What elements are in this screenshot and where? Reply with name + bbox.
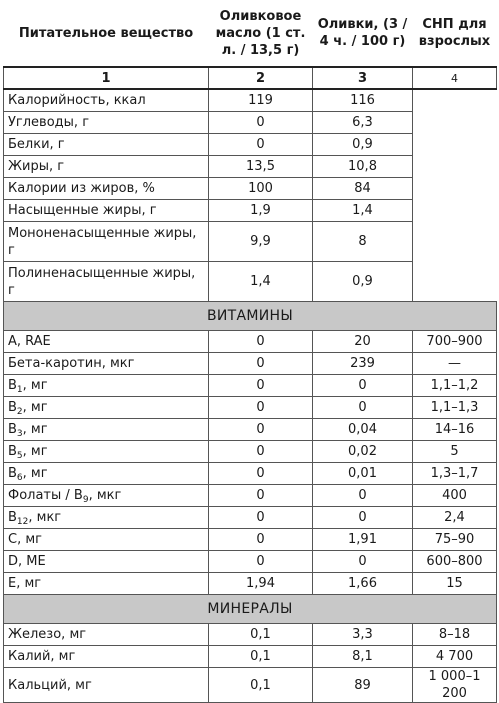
olive-oil-value: 0 bbox=[209, 375, 313, 397]
olive-oil-value: 0 bbox=[209, 551, 313, 573]
table-row bbox=[4, 375, 497, 397]
olive-oil-value: 9,9 bbox=[209, 222, 313, 262]
column-number: 3 bbox=[313, 67, 413, 89]
column-number-row bbox=[4, 67, 497, 89]
olives-value: 3,3 bbox=[313, 624, 413, 646]
header-row bbox=[4, 0, 497, 67]
olives-value: 20 bbox=[313, 331, 413, 353]
rda-value: 400 bbox=[413, 485, 497, 507]
table-row bbox=[4, 507, 497, 529]
rda-value: 1 000–1 200 bbox=[413, 668, 497, 703]
vitamin-label: А, RAE bbox=[8, 334, 51, 349]
olives-value: 0 bbox=[313, 507, 413, 529]
olive-oil-value: 0 bbox=[209, 419, 313, 441]
section-title-minerals: МИНЕРАЛЫ bbox=[4, 595, 497, 624]
olives-value: 0,02 bbox=[313, 441, 413, 463]
header-olives: Оливки, (3 / 4 ч. / 100 г) bbox=[313, 0, 413, 67]
header-rda: СНП для взрослых bbox=[413, 0, 497, 67]
table-row bbox=[4, 551, 497, 573]
table-row bbox=[4, 463, 497, 485]
vitamin-label: B bbox=[8, 378, 17, 393]
olives-value: 0 bbox=[313, 397, 413, 419]
column-number: 1 bbox=[4, 67, 209, 89]
olives-value: 239 bbox=[313, 353, 413, 375]
rda-empty-cell bbox=[413, 89, 497, 302]
vitamin-label: B bbox=[8, 444, 17, 459]
olive-oil-value: 0 bbox=[209, 397, 313, 419]
vitamin-label: B bbox=[8, 422, 17, 437]
olive-oil-value: 0,1 bbox=[209, 668, 313, 703]
olives-value: 8 bbox=[313, 222, 413, 262]
nutrient-name: Насыщенные жиры, г bbox=[4, 200, 209, 222]
nutrient-name: Мононенасыщенные жиры, г bbox=[4, 222, 209, 262]
olive-oil-value: 0 bbox=[209, 331, 313, 353]
rda-value: 4 700 bbox=[413, 646, 497, 668]
olive-oil-value: 0 bbox=[209, 134, 313, 156]
olives-value: 0 bbox=[313, 485, 413, 507]
olives-value: 0,01 bbox=[313, 463, 413, 485]
header-olive-oil: Оливковое масло (1 ст. л. / 13,5 г) bbox=[209, 0, 313, 67]
table-row bbox=[4, 419, 497, 441]
vitamin-unit: , мг bbox=[22, 378, 48, 393]
vitamin-subscript: 12 bbox=[16, 517, 29, 527]
minerals-body bbox=[4, 624, 497, 703]
vitamin-name bbox=[4, 353, 209, 375]
olives-value: 1,66 bbox=[313, 573, 413, 595]
table-row bbox=[4, 646, 497, 668]
table-row bbox=[4, 331, 497, 353]
rda-value: 1,3–1,7 bbox=[413, 463, 497, 485]
mineral-name: Калий, мг bbox=[4, 646, 209, 668]
vitamins-section bbox=[4, 302, 497, 331]
olive-oil-value: 0,1 bbox=[209, 646, 313, 668]
table-row bbox=[4, 353, 497, 375]
vitamin-label: Бета-каротин, мкг bbox=[8, 356, 135, 371]
rda-value: 8–18 bbox=[413, 624, 497, 646]
vitamin-unit: , мг bbox=[22, 444, 48, 459]
nutrient-name: Полиненасыщенные жиры, г bbox=[4, 262, 209, 302]
nutrient-name: Калорийность, ккал bbox=[4, 89, 209, 112]
vitamin-subscript: 1 bbox=[16, 385, 23, 395]
olive-oil-value: 0 bbox=[209, 353, 313, 375]
olive-oil-value: 119 bbox=[209, 89, 313, 112]
olive-oil-value: 1,4 bbox=[209, 262, 313, 302]
vitamin-name bbox=[4, 331, 209, 353]
vitamin-name bbox=[4, 419, 209, 441]
olives-value: 89 bbox=[313, 668, 413, 703]
vitamin-unit: , мг bbox=[22, 466, 48, 481]
table-row bbox=[4, 485, 497, 507]
vitamin-subscript: 5 bbox=[16, 451, 23, 461]
olives-value: 6,3 bbox=[313, 112, 413, 134]
table-header bbox=[4, 0, 497, 89]
table-row bbox=[4, 529, 497, 551]
column-number: 4 bbox=[413, 67, 497, 89]
rda-value: 1,1–1,3 bbox=[413, 397, 497, 419]
vitamin-name bbox=[4, 397, 209, 419]
basic-nutrients-body bbox=[4, 89, 497, 302]
vitamin-subscript: 3 bbox=[16, 429, 23, 439]
mineral-name: Кальций, мг bbox=[4, 668, 209, 703]
olive-oil-value: 0 bbox=[209, 441, 313, 463]
nutrient-name: Белки, г bbox=[4, 134, 209, 156]
vitamin-name bbox=[4, 375, 209, 397]
minerals-section bbox=[4, 595, 497, 624]
vitamin-name bbox=[4, 573, 209, 595]
vitamin-name bbox=[4, 463, 209, 485]
nutrition-table-container bbox=[3, 0, 496, 703]
nutrient-name: Углеводы, г bbox=[4, 112, 209, 134]
table-row bbox=[4, 89, 497, 112]
rda-value: 14–16 bbox=[413, 419, 497, 441]
mineral-name: Железо, мг bbox=[4, 624, 209, 646]
vitamin-name bbox=[4, 529, 209, 551]
column-number: 2 bbox=[209, 67, 313, 89]
olive-oil-value: 0 bbox=[209, 507, 313, 529]
vitamin-label: C, мг bbox=[8, 532, 42, 547]
olive-oil-value: 13,5 bbox=[209, 156, 313, 178]
vitamin-label: B bbox=[8, 510, 17, 525]
table-row bbox=[4, 573, 497, 595]
olives-value: 1,4 bbox=[313, 200, 413, 222]
rda-value: 15 bbox=[413, 573, 497, 595]
vitamins-body bbox=[4, 331, 497, 595]
rda-value: 700–900 bbox=[413, 331, 497, 353]
vitamin-unit: , мкг bbox=[88, 488, 122, 503]
olive-oil-value: 0,1 bbox=[209, 624, 313, 646]
olive-oil-value: 100 bbox=[209, 178, 313, 200]
vitamin-name bbox=[4, 551, 209, 573]
table-row bbox=[4, 441, 497, 463]
nutrient-name: Жиры, г bbox=[4, 156, 209, 178]
olives-value: 10,8 bbox=[313, 156, 413, 178]
olive-oil-value: 0 bbox=[209, 529, 313, 551]
section-row-vitamins bbox=[4, 302, 497, 331]
olive-oil-value: 0 bbox=[209, 112, 313, 134]
olive-oil-value: 1,94 bbox=[209, 573, 313, 595]
rda-value: — bbox=[413, 353, 497, 375]
rda-value: 1,1–1,2 bbox=[413, 375, 497, 397]
olives-value: 0 bbox=[313, 375, 413, 397]
olives-value: 0 bbox=[313, 551, 413, 573]
olives-value: 0,04 bbox=[313, 419, 413, 441]
vitamin-name bbox=[4, 507, 209, 529]
vitamin-subscript: 6 bbox=[16, 473, 23, 483]
olives-value: 116 bbox=[313, 89, 413, 112]
rda-value: 2,4 bbox=[413, 507, 497, 529]
olives-value: 1,91 bbox=[313, 529, 413, 551]
rda-value: 5 bbox=[413, 441, 497, 463]
vitamin-unit: , мкг bbox=[28, 510, 62, 525]
vitamin-label: Фолаты / B bbox=[8, 488, 83, 503]
vitamin-label: E, мг bbox=[8, 576, 42, 591]
olives-value: 8,1 bbox=[313, 646, 413, 668]
olive-oil-value: 0 bbox=[209, 485, 313, 507]
table-row bbox=[4, 397, 497, 419]
vitamin-subscript: 2 bbox=[16, 407, 23, 417]
nutrient-name: Калории из жиров, % bbox=[4, 178, 209, 200]
rda-value: 75–90 bbox=[413, 529, 497, 551]
vitamin-subscript: 9 bbox=[82, 495, 89, 505]
vitamin-name bbox=[4, 485, 209, 507]
vitamin-label: D, ME bbox=[8, 554, 46, 569]
vitamin-unit: , мг bbox=[22, 422, 48, 437]
vitamin-label: B bbox=[8, 400, 17, 415]
olives-value: 84 bbox=[313, 178, 413, 200]
olives-value: 0,9 bbox=[313, 262, 413, 302]
olive-oil-value: 1,9 bbox=[209, 200, 313, 222]
nutrition-table bbox=[3, 0, 497, 703]
section-title-vitamins: ВИТАМИНЫ bbox=[4, 302, 497, 331]
vitamin-label: B bbox=[8, 466, 17, 481]
header-nutrient: Питательное вещество bbox=[4, 0, 209, 67]
section-row-minerals bbox=[4, 595, 497, 624]
vitamin-name bbox=[4, 441, 209, 463]
olive-oil-value: 0 bbox=[209, 463, 313, 485]
rda-value: 600–800 bbox=[413, 551, 497, 573]
vitamin-unit: , мг bbox=[22, 400, 48, 415]
table-row bbox=[4, 624, 497, 646]
table-row bbox=[4, 668, 497, 703]
olives-value: 0,9 bbox=[313, 134, 413, 156]
